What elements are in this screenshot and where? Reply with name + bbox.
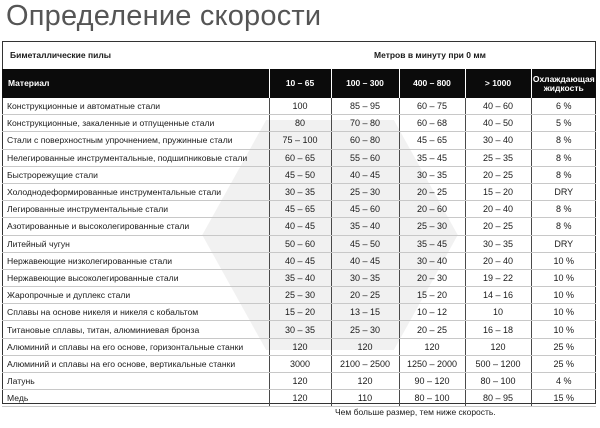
value-cell: 10 % — [531, 287, 596, 304]
value-cell: 40 – 45 — [331, 166, 399, 183]
value-cell: 20 – 25 — [331, 287, 399, 304]
value-cell: 20 – 60 — [399, 201, 465, 218]
value-cell: 35 – 40 — [269, 269, 331, 286]
value-cell: 30 – 35 — [331, 269, 399, 286]
value-cell: 20 – 40 — [465, 201, 531, 218]
value-cell: 20 – 25 — [399, 321, 465, 338]
value-cell: 40 – 45 — [269, 218, 331, 235]
value-cell: 120 — [269, 390, 331, 407]
section-label: Биметаллические пилы — [10, 50, 112, 60]
table-row — [2, 355, 596, 372]
table-row — [2, 149, 596, 166]
column-header: > 1000 — [465, 69, 531, 98]
group-header: Метров в минуту при 0 мм — [374, 50, 486, 60]
value-cell: 120 — [399, 338, 465, 355]
table-row — [2, 269, 596, 286]
value-cell: 80 – 100 — [465, 373, 531, 390]
value-cell: 25 % — [531, 338, 596, 355]
table-row — [2, 252, 596, 269]
table-row — [2, 166, 596, 183]
column-header: 100 – 300 — [331, 69, 399, 98]
value-cell: 85 – 95 — [331, 98, 399, 115]
value-cell: 1250 – 2000 — [399, 355, 465, 372]
material-cell: Сплавы на основе никеля и никеля с кобальтом — [2, 304, 269, 321]
table-row — [2, 201, 596, 218]
value-cell: 60 – 80 — [331, 132, 399, 149]
value-cell: 20 – 25 — [399, 183, 465, 200]
column-header: 10 – 65 — [269, 69, 331, 98]
column-header: Материал — [2, 69, 269, 98]
value-cell: 80 – 95 — [465, 390, 531, 407]
column-header: Охлаждающая жидкость — [531, 69, 596, 98]
value-cell: 30 – 35 — [269, 321, 331, 338]
material-cell: Нержавеющие низколегированные стали — [2, 252, 269, 269]
value-cell: 10 % — [531, 304, 596, 321]
table-row — [2, 183, 596, 200]
value-cell: 6 % — [531, 98, 596, 115]
value-cell: 120 — [269, 338, 331, 355]
value-cell: 25 – 30 — [399, 218, 465, 235]
material-cell: Конструкционные, закаленные и отпущенные стали — [2, 115, 269, 132]
value-cell: 45 – 65 — [269, 201, 331, 218]
material-cell: Жаропрочные и дуплекс стали — [2, 287, 269, 304]
value-cell: 14 – 16 — [465, 287, 531, 304]
value-cell: 500 – 1200 — [465, 355, 531, 372]
material-cell: Азотированные и высоколегированные стали — [2, 218, 269, 235]
value-cell: 16 – 18 — [465, 321, 531, 338]
value-cell: 15 – 20 — [465, 183, 531, 200]
material-cell: Нелегированные инструментальные, подшипниковые стали — [2, 149, 269, 166]
table-row — [2, 373, 596, 390]
value-cell: 25 – 30 — [331, 183, 399, 200]
table-row — [2, 321, 596, 338]
value-cell: 40 – 45 — [331, 252, 399, 269]
value-cell: 120 — [331, 373, 399, 390]
value-cell: DRY — [531, 183, 596, 200]
value-cell: 10 % — [531, 252, 596, 269]
value-cell: 45 – 50 — [331, 235, 399, 252]
value-cell: 40 – 60 — [465, 98, 531, 115]
material-cell: Холоднодеформированные инструментальные стали — [2, 183, 269, 200]
page-title: Определение скорости — [6, 0, 322, 32]
value-cell: 80 — [269, 115, 331, 132]
value-cell: 15 – 20 — [399, 287, 465, 304]
table-header-row — [2, 69, 596, 98]
value-cell: 25 – 30 — [269, 287, 331, 304]
value-cell: 70 – 80 — [331, 115, 399, 132]
value-cell: 20 – 40 — [465, 252, 531, 269]
value-cell: 35 – 45 — [399, 235, 465, 252]
value-cell: 8 % — [531, 132, 596, 149]
value-cell: 25 – 30 — [331, 321, 399, 338]
value-cell: 75 – 100 — [269, 132, 331, 149]
value-cell: 30 – 35 — [399, 166, 465, 183]
value-cell: 8 % — [531, 166, 596, 183]
column-header: 400 – 800 — [399, 69, 465, 98]
value-cell: 5 % — [531, 115, 596, 132]
value-cell: 35 – 40 — [331, 218, 399, 235]
value-cell: 30 – 40 — [465, 132, 531, 149]
value-cell: 13 – 15 — [331, 304, 399, 321]
value-cell: 10 – 12 — [399, 304, 465, 321]
value-cell: DRY — [531, 235, 596, 252]
value-cell: 50 – 60 — [269, 235, 331, 252]
value-cell: 25 – 35 — [465, 149, 531, 166]
value-cell: 60 – 68 — [399, 115, 465, 132]
value-cell: 45 – 50 — [269, 166, 331, 183]
material-cell: Легированные инструментальные стали — [2, 201, 269, 218]
material-cell: Титановые сплавы, титан, алюминиевая бронза — [2, 321, 269, 338]
value-cell: 20 – 25 — [465, 166, 531, 183]
value-cell: 35 – 45 — [399, 149, 465, 166]
material-cell: Стали с поверхностным упрочнением, пружинные стали — [2, 132, 269, 149]
value-cell: 30 – 35 — [465, 235, 531, 252]
material-cell: Алюминий и сплавы на его основе, вертикальные станки — [2, 355, 269, 372]
material-cell: Медь — [2, 390, 269, 407]
material-cell: Латунь — [2, 373, 269, 390]
material-cell: Быстрорежущие стали — [2, 166, 269, 183]
value-cell: 90 – 120 — [399, 373, 465, 390]
table-row — [2, 287, 596, 304]
value-cell: 10 % — [531, 269, 596, 286]
value-cell: 100 — [269, 98, 331, 115]
value-cell: 15 – 20 — [269, 304, 331, 321]
value-cell: 25 % — [531, 355, 596, 372]
value-cell: 10 % — [531, 321, 596, 338]
value-cell: 8 % — [531, 201, 596, 218]
material-cell: Алюминий и сплавы на его основе, горизонтальные станки — [2, 338, 269, 355]
table-row — [2, 98, 596, 115]
value-cell: 19 – 22 — [465, 269, 531, 286]
value-cell: 2100 – 2500 — [331, 355, 399, 372]
value-cell: 10 — [465, 304, 531, 321]
value-cell: 20 – 25 — [465, 218, 531, 235]
material-cell: Конструкционные и автоматные стали — [2, 98, 269, 115]
value-cell: 110 — [331, 390, 399, 407]
table-body — [2, 98, 596, 407]
table-row — [2, 235, 596, 252]
value-cell: 55 – 60 — [331, 149, 399, 166]
value-cell: 80 – 100 — [399, 390, 465, 407]
value-cell: 120 — [269, 373, 331, 390]
value-cell: 8 % — [531, 149, 596, 166]
material-cell: Нержавеющие высоколегированные стали — [2, 269, 269, 286]
value-cell: 40 – 45 — [269, 252, 331, 269]
table-row — [2, 115, 596, 132]
value-cell: 45 – 60 — [331, 201, 399, 218]
value-cell: 40 – 50 — [465, 115, 531, 132]
value-cell: 30 – 40 — [399, 252, 465, 269]
value-cell: 60 – 65 — [269, 149, 331, 166]
value-cell: 60 – 75 — [399, 98, 465, 115]
table-row — [2, 132, 596, 149]
value-cell: 120 — [465, 338, 531, 355]
table-row — [2, 304, 596, 321]
table-row — [2, 338, 596, 355]
value-cell: 30 – 35 — [269, 183, 331, 200]
table-row — [2, 218, 596, 235]
table-top-header — [2, 50, 596, 66]
value-cell: 45 – 65 — [399, 132, 465, 149]
table-row — [2, 390, 596, 407]
value-cell: 3000 — [269, 355, 331, 372]
footnote: Чем больше размер, тем ниже скорость. — [335, 407, 496, 417]
value-cell: 20 – 30 — [399, 269, 465, 286]
material-cell: Литейный чугун — [2, 235, 269, 252]
value-cell: 120 — [331, 338, 399, 355]
value-cell: 8 % — [531, 218, 596, 235]
speed-table — [2, 69, 596, 407]
value-cell: 4 % — [531, 373, 596, 390]
value-cell: 15 % — [531, 390, 596, 407]
